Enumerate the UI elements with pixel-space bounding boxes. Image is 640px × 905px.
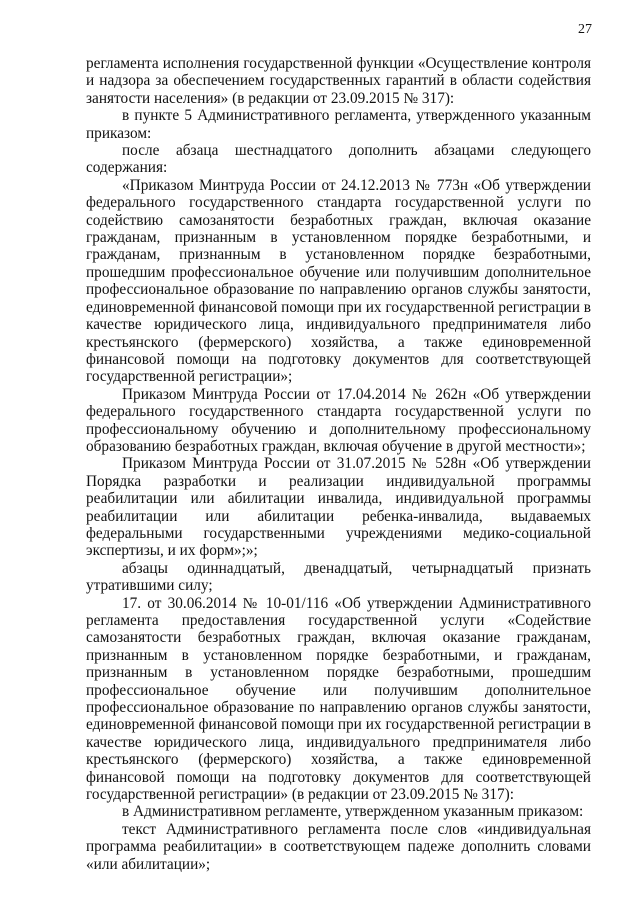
paragraph: Приказом Минтруда России от 17.04.2014 № 262н «Об утверждении федерального государственного стандарта государственной услуги по профессиональному обучению и дополнительному профессиональному образованию безработных граждан, включая обучение в другой местности»; [86,385,591,455]
paragraph: абзацы одиннадцатый, двенадцатый, четырнадцатый признать утратившими силу; [86,559,591,595]
document-body [86,55,591,873]
paragraph: в Административном регламенте, утвержденном указанным приказом: [122,803,584,821]
paragraph: в пункте 5 Административного регламента, утвержденного указанным приказом: [86,107,591,142]
paragraph: после абзаца шестнадцатого дополнить абзацами следующего содержания: [86,142,591,177]
paragraph: регламента исполнения государственной функции «Осуществление контроля и надзора за обеспечением государственных гарантий в области содействия занятости населения» (в редакции от 23.09.2015 № 317): [86,55,591,107]
paragraph: Приказом Минтруда России от 31.07.2015 № 528н «Об утверждении Порядка разработки и реализации индивидуальной программы реабилитации или абилитации инвалида, индивидуальной программы реабилитации или абилитации ребенка-инвалида, выдаваемых федеральными государственными учреждениями медико-социальной экспертизы, и их форм»;»; [86,455,591,560]
paragraph: 17. от 30.06.2014 № 10-01/116 «Об утверждении Административного регламента предоставления государственной услуги «Содействие самозанятости безработных граждан, включая оказание гражданам, признанным в установленном порядке безработными, и гражданам, признанным в установленном порядке безработными, прошедшим профессиональное обучение или получившим дополнительное профессиональное образование по направлению органов службы занятости, единовременной финансовой помощи при их государственной регистрации в качестве юридического лица, индивидуального предпринимателя либо крестьянского (фермерского) хозяйства, а также единовременной финансовой помощи на подготовку документов для соответствующей государственной регистрации» (в редакции от 23.09.2015 № 317): [86,594,591,804]
paragraph: текст Административного регламента после слов «индивидуальная программа реабилитации» в соответствующем падеже дополнить словами «или абилитации»; [86,820,591,873]
paragraph: «Приказом Минтруда России от 24.12.2013 № 773н «Об утверждении федерального государственного стандарта государственной услуги по содействию самозанятости безработных граждан, включая оказание гражданам, признанным в установленном порядке безработными, и гражданам, признанным в установленном порядке безработными, прошедшим профессиональное обучение или получившим дополнительное профессиональное образование по направлению органов службы занятости, единовременной финансовой помощи при их государственной регистрации в качестве юридического лица, индивидуального предпринимателя либо крестьянского (фермерского) хозяйства, а также единовременной финансовой помощи на подготовку документов для соответствующей государственной регистрации»; [86,176,591,386]
page-number: 27 [578,22,592,37]
